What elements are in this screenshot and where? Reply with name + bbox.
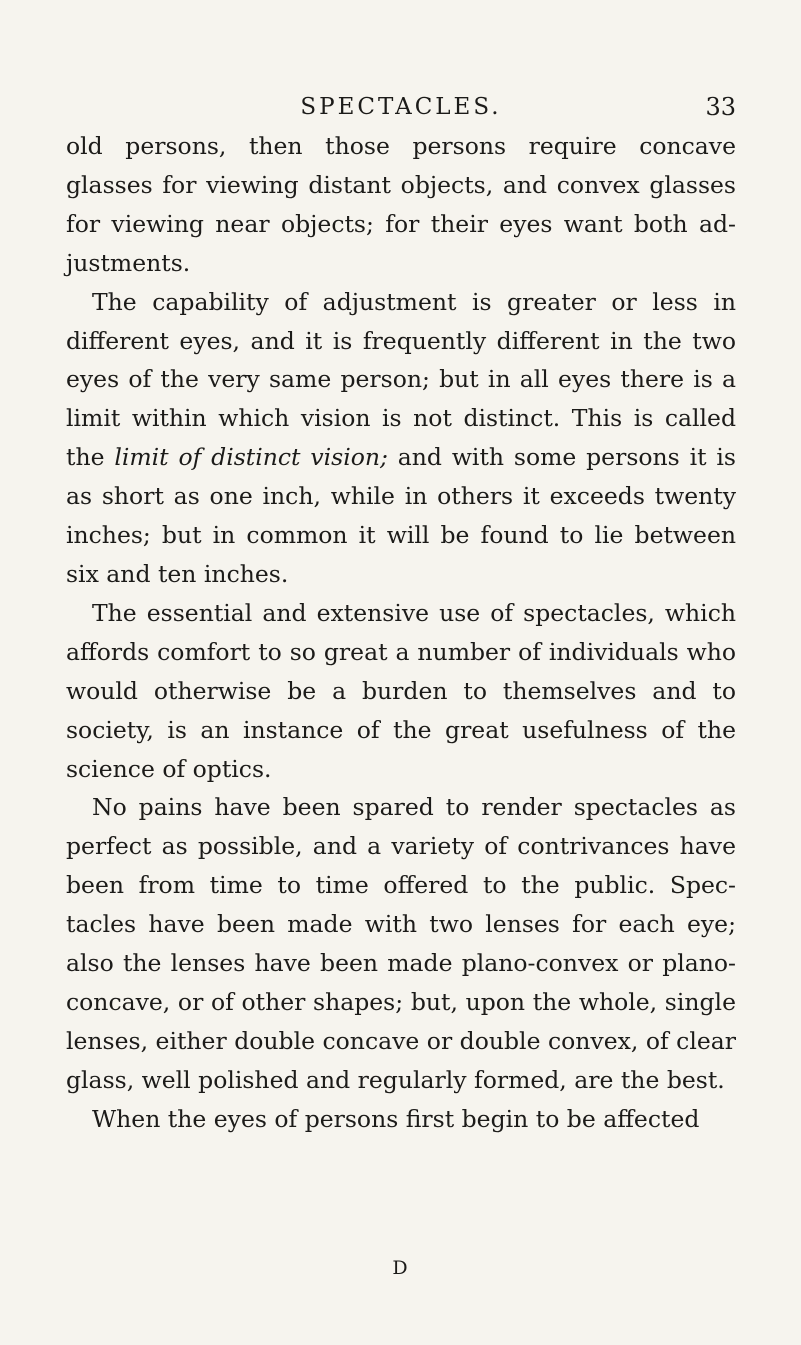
italic-term: limit of distinct vision; bbox=[114, 443, 388, 472]
paragraph-continued: old persons, then those persons require concave glasses for viewing distant objects, and convex glasses for viewing near objects; for their eyes want both ad-justments. bbox=[66, 132, 736, 277]
running-head bbox=[66, 90, 736, 124]
paragraph-spectacle-lenses: No pains have been spared to render spectacles as perfect as possible, and a variety of contrivances have been from time to time offered to the public. Spec-tacles have been made with two lenses for each eye; also the lenses have been made plano-convex or plano-concave, or of other shapes; but, upon the whole, single lenses, either double concave or double convex, of clear glass, well polished and regularly formed, are the best. bbox=[66, 793, 736, 1094]
paragraph-text-before: The capability of adjustment is greater or less in different eyes, and it is frequently different in the two eyes of the very same person; but in all eyes there is a limit within which vision is not distinct. This is called the bbox=[66, 287, 736, 472]
body-text bbox=[66, 127, 736, 1139]
running-title: SPECTACLES. bbox=[300, 94, 502, 120]
paragraph-usefulness-of-optics: The essential and extensive use of spectacles, which affords comfort to so great a number of individuals who would otherwise be a burden to themselves and to society, is an instance of the great usefulness of the science of optics. bbox=[66, 598, 736, 783]
page-number: 33 bbox=[705, 93, 736, 121]
paragraph-text-after: and with some persons it is as short as one inch, while in others it exceeds twenty inches; but in common it will be found to lie between six and ten inches. bbox=[66, 443, 736, 588]
signature-mark: D bbox=[392, 1257, 409, 1279]
paragraph-limit-of-distinct-vision bbox=[66, 283, 736, 594]
paragraph-eyes-affected: When the eyes of persons first begin to be affected bbox=[92, 1104, 700, 1133]
